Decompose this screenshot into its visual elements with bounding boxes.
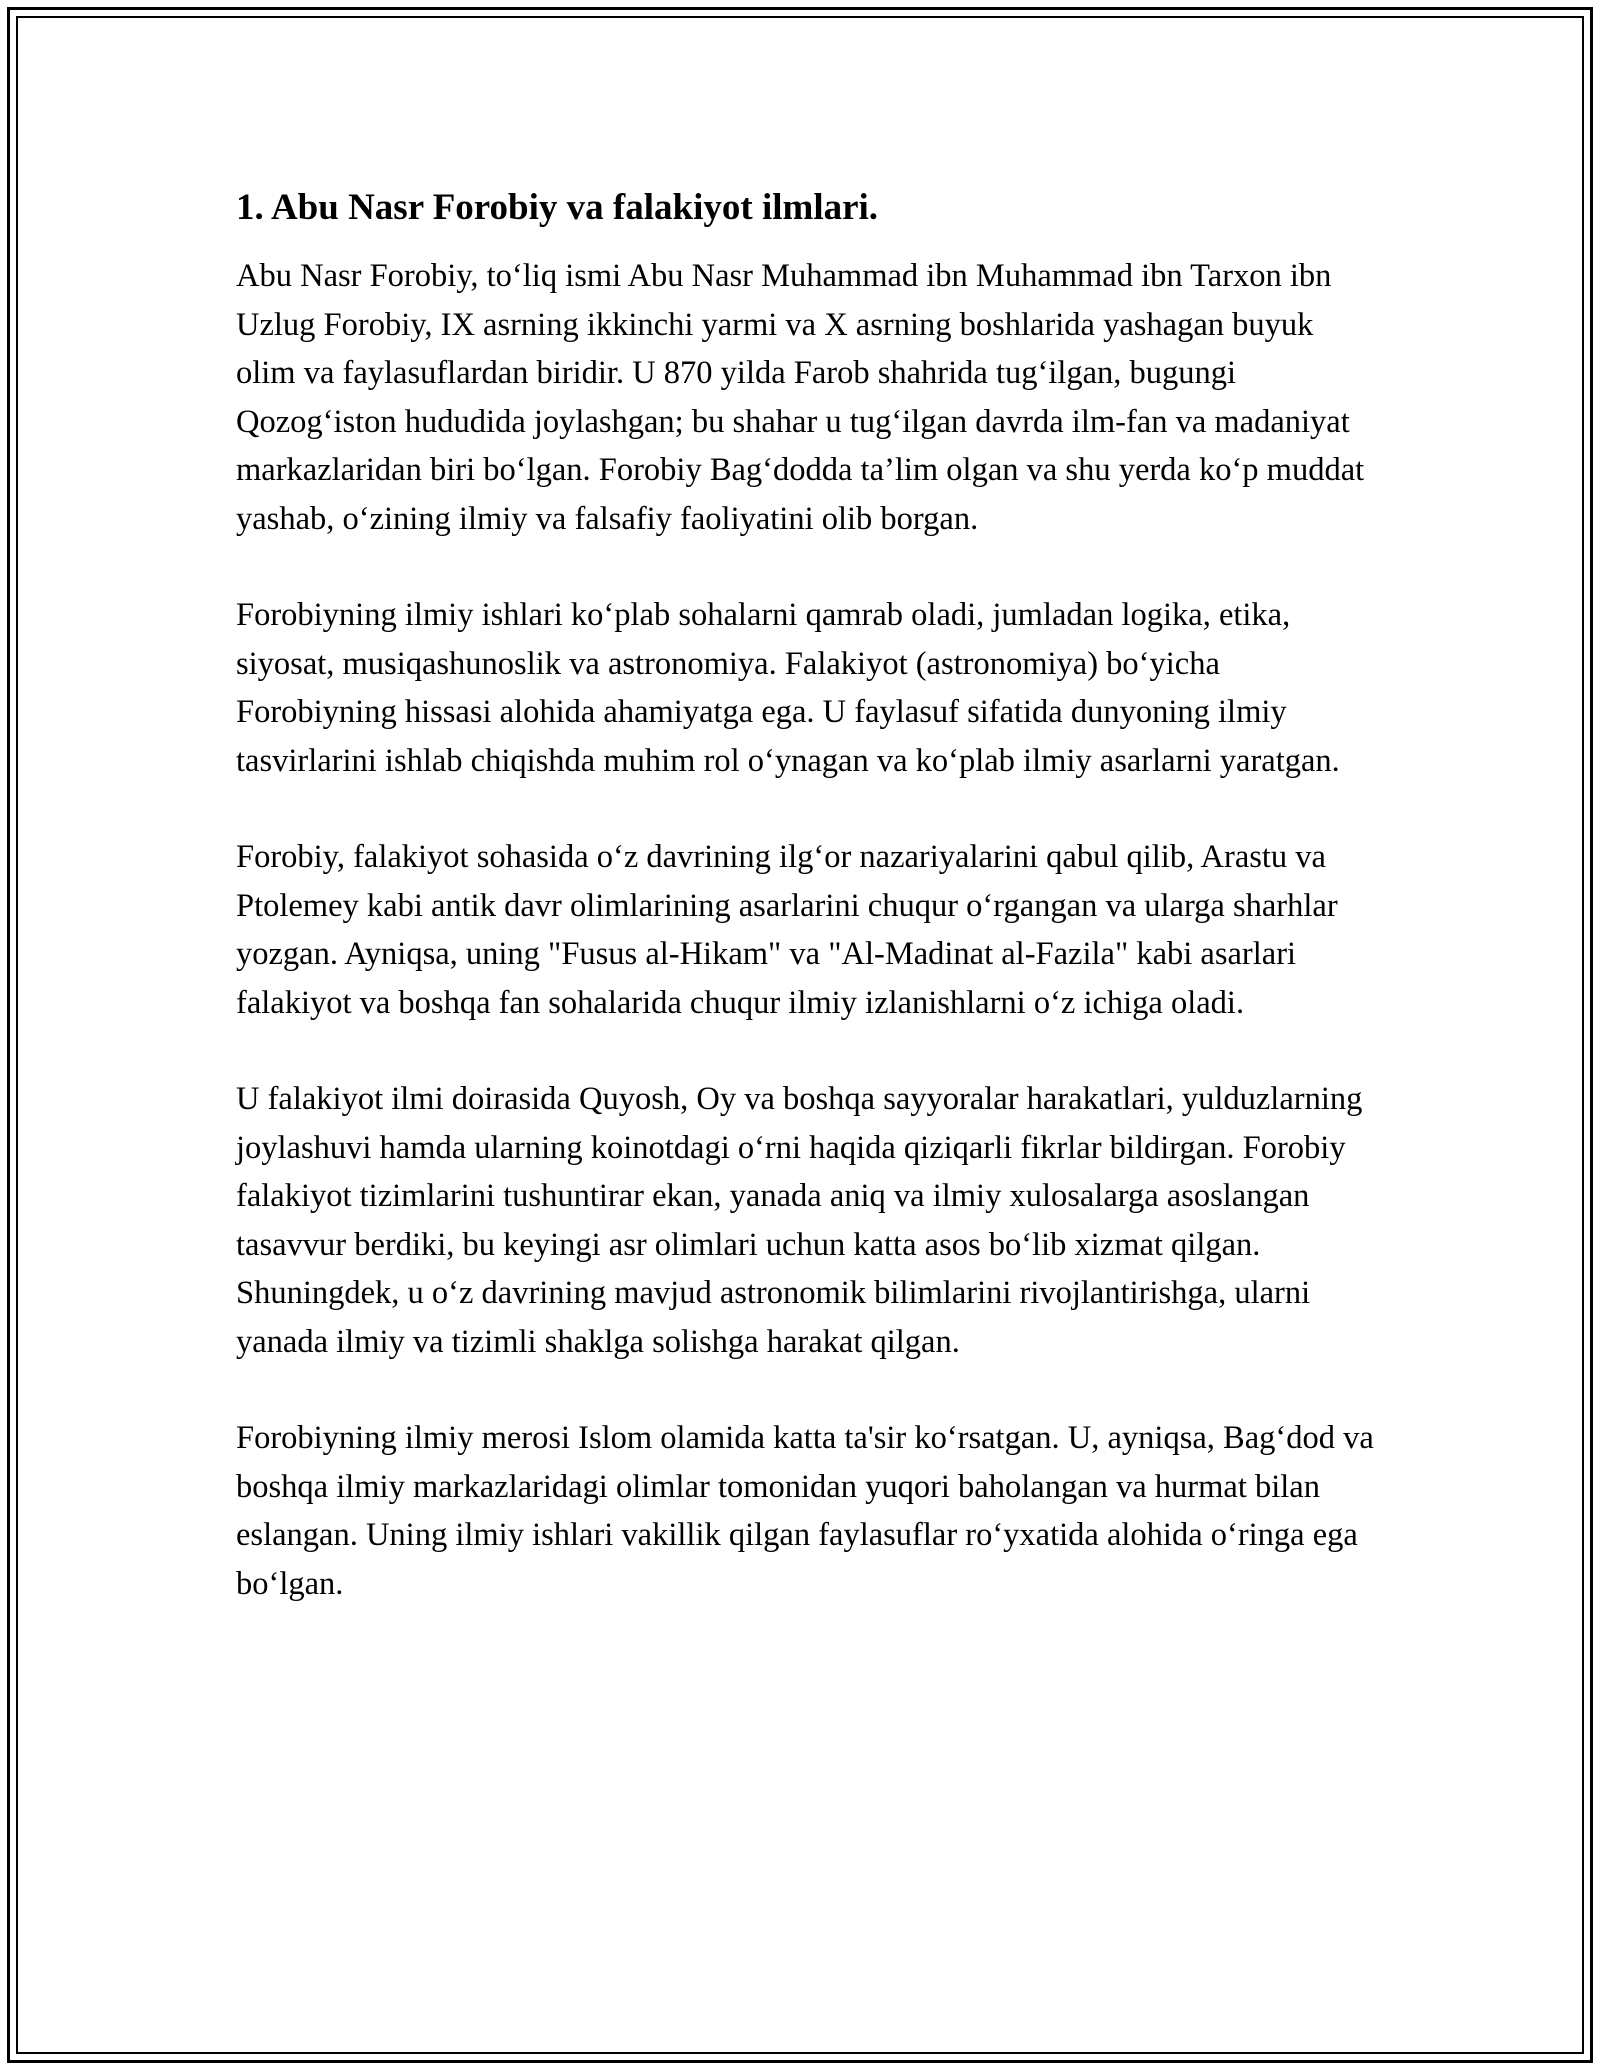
paragraph-astronomy-theories: Forobiy, falakiyot sohasida o‘z davrining ilg‘or nazariyalarini qabul qilib, Arastu va Ptolemey kabi antik davr olimlarining asarlarini chuqur o‘rgangan va ularga sharhlar yozgan. Ayniqsa, uning "Fusus al-Hikam" va "Al-Madinat al-Fazila" kabi asarlari falakiyot va boshqa fan sohalarida chuqur ilmiy izlanishlarni o‘z ichiga oladi. [236,839,1338,1021]
section-heading: 1. Abu Nasr Forobiy va falakiyot ilmlari. [236,187,879,228]
paragraph-scientific-works: Forobiyning ilmiy ishlari ko‘plab sohalarni qamrab oladi, jumladan logika, etika, siyosat, musiqashunoslik va astronomiya. Falakiyot (astronomiya) bo‘yicha Forobiyning hissasi alohida ahamiyatga ega. U faylasuf sifatida dunyoning ilmiy tasvirlarini ishlab chiqishda muhim rol o‘ynagan va ko‘plab ilmiy asarlarni yaratgan. [236,597,1340,779]
paragraph-biography: Abu Nasr Forobiy, to‘liq ismi Abu Nasr Muhammad ibn Muhammad ibn Tarxon ibn Uzlug Forobiy, IX asrning ikkinchi yarmi va X asrning boshlarida yashagan buyuk olim va faylasuflardan biridir. U 870 yilda Farob shahrida tug‘ilgan, bugungi Qozog‘iston hududida joylashgan; bu shahar u tug‘ilgan davrda ilm-fan va madaniyat markazlaridan biri bo‘lgan. Forobiy Bag‘dodda ta’lim olgan va shu yerda ko‘p muddat yashab, o‘zining ilmiy va falsafiy faoliyatini olib borgan. [236,258,1365,537]
paragraph-legacy: Forobiyning ilmiy merosi Islom olamida katta ta'sir ko‘rsatgan. U, ayniqsa, Bag‘dod va boshqa ilmiy markazlaridagi olimlar tomonidan yuqori baholangan va hurmat bilan eslangan. Uning ilmiy ishlari vakillik qilgan faylasuflar ro‘yxatida alohida o‘ringa ega bo‘lgan. [236,1420,1374,1602]
document-body [236,186,1376,1656]
paragraph-celestial-bodies: U falakiyot ilmi doirasida Quyosh, Oy va boshqa sayyoralar harakatlari, yulduzlarning joylashuvi hamda ularning koinotdagi o‘rni haqida qiziqarli fikrlar bildirgan. Forobiy falakiyot tizimlarini tushuntirar ekan, yanada aniq va ilmiy xulosalarga asoslangan tasavvur berdiki, bu keyingi asr olimlari uchun katta asos bo‘lib xizmat qilgan. Shuningdek, u o‘z davrining mavjud astronomik bilimlarini rivojlantirishga, ularni yanada ilmiy va tizimli shaklga solishga harakat qilgan. [236,1081,1363,1360]
